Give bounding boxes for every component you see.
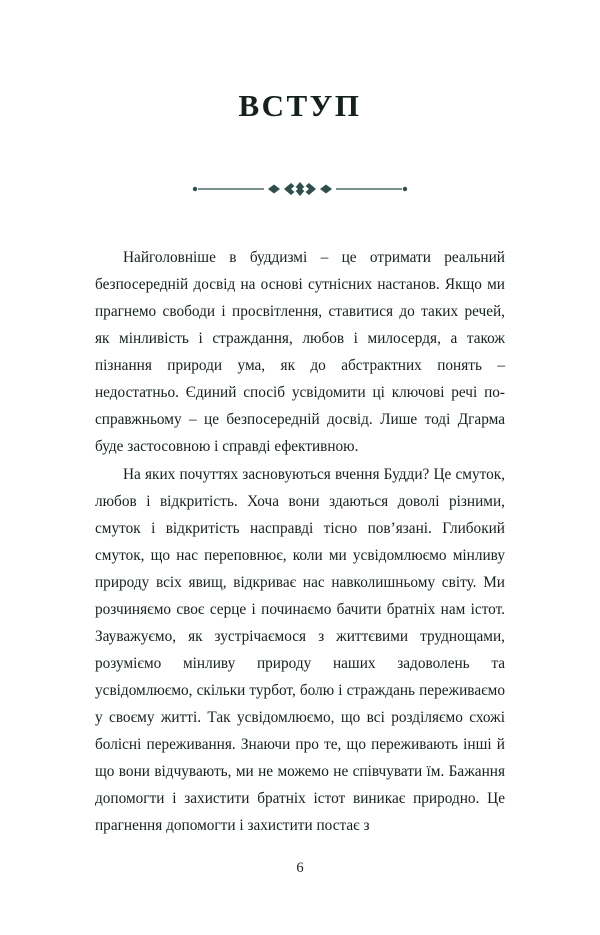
page-number: 6 [296,860,304,876]
diamond-flourish-divider-icon [95,176,505,202]
paragraph: На яких почуттях засновуються вчення Будди? Це смуток, любов і відкритість. Хоча вони здаються доволі різними, смуток і відкритість насправді тісно пов’язані. Глибокий смуток, що нас переповнює, коли ми усвідомлюємо мінливу природу всіх явищ, відкриває нас навколишньому світу. Ми розчиняємо своє серце і починаємо бачити братніх нам істот. Зауважуємо, як зустрічаємося з життєвими труднощами, розуміємо мінливу природу наших задоволень та усвідомлюємо, скільки турбот, болю і страждань переживаємо у своєму житті. Так усвідомлюємо, що всі розділяємо схожі болісні переживання. Знаючи про те, що переживають інші й що вони відчувають, ми не можемо не співчувати їм. Бажання допомогти і захистити братніх істот виникає природно. Це прагнення допомогти і захистити постає з [95,465,505,835]
paragraph: Найголовніше в буддизмі – це отримати реальний безпосередній досвід на основі сутнісних настанов. Якщо ми прагнемо свободи і просвітлення, ставитися до таких речей, як мінливість і страждання, любов і милосердя, а також пізнання природи ума, як до абстрактних понять – недостатньо. Єдиний спосіб усвідомити ці ключові речі по-справжньому – це безпосередній досвід. Лише тоді Дгарма буде застосовною і справді ефективною. [95,249,505,456]
body-text [95,244,505,839]
page-title: ВСТУП [238,88,362,123]
